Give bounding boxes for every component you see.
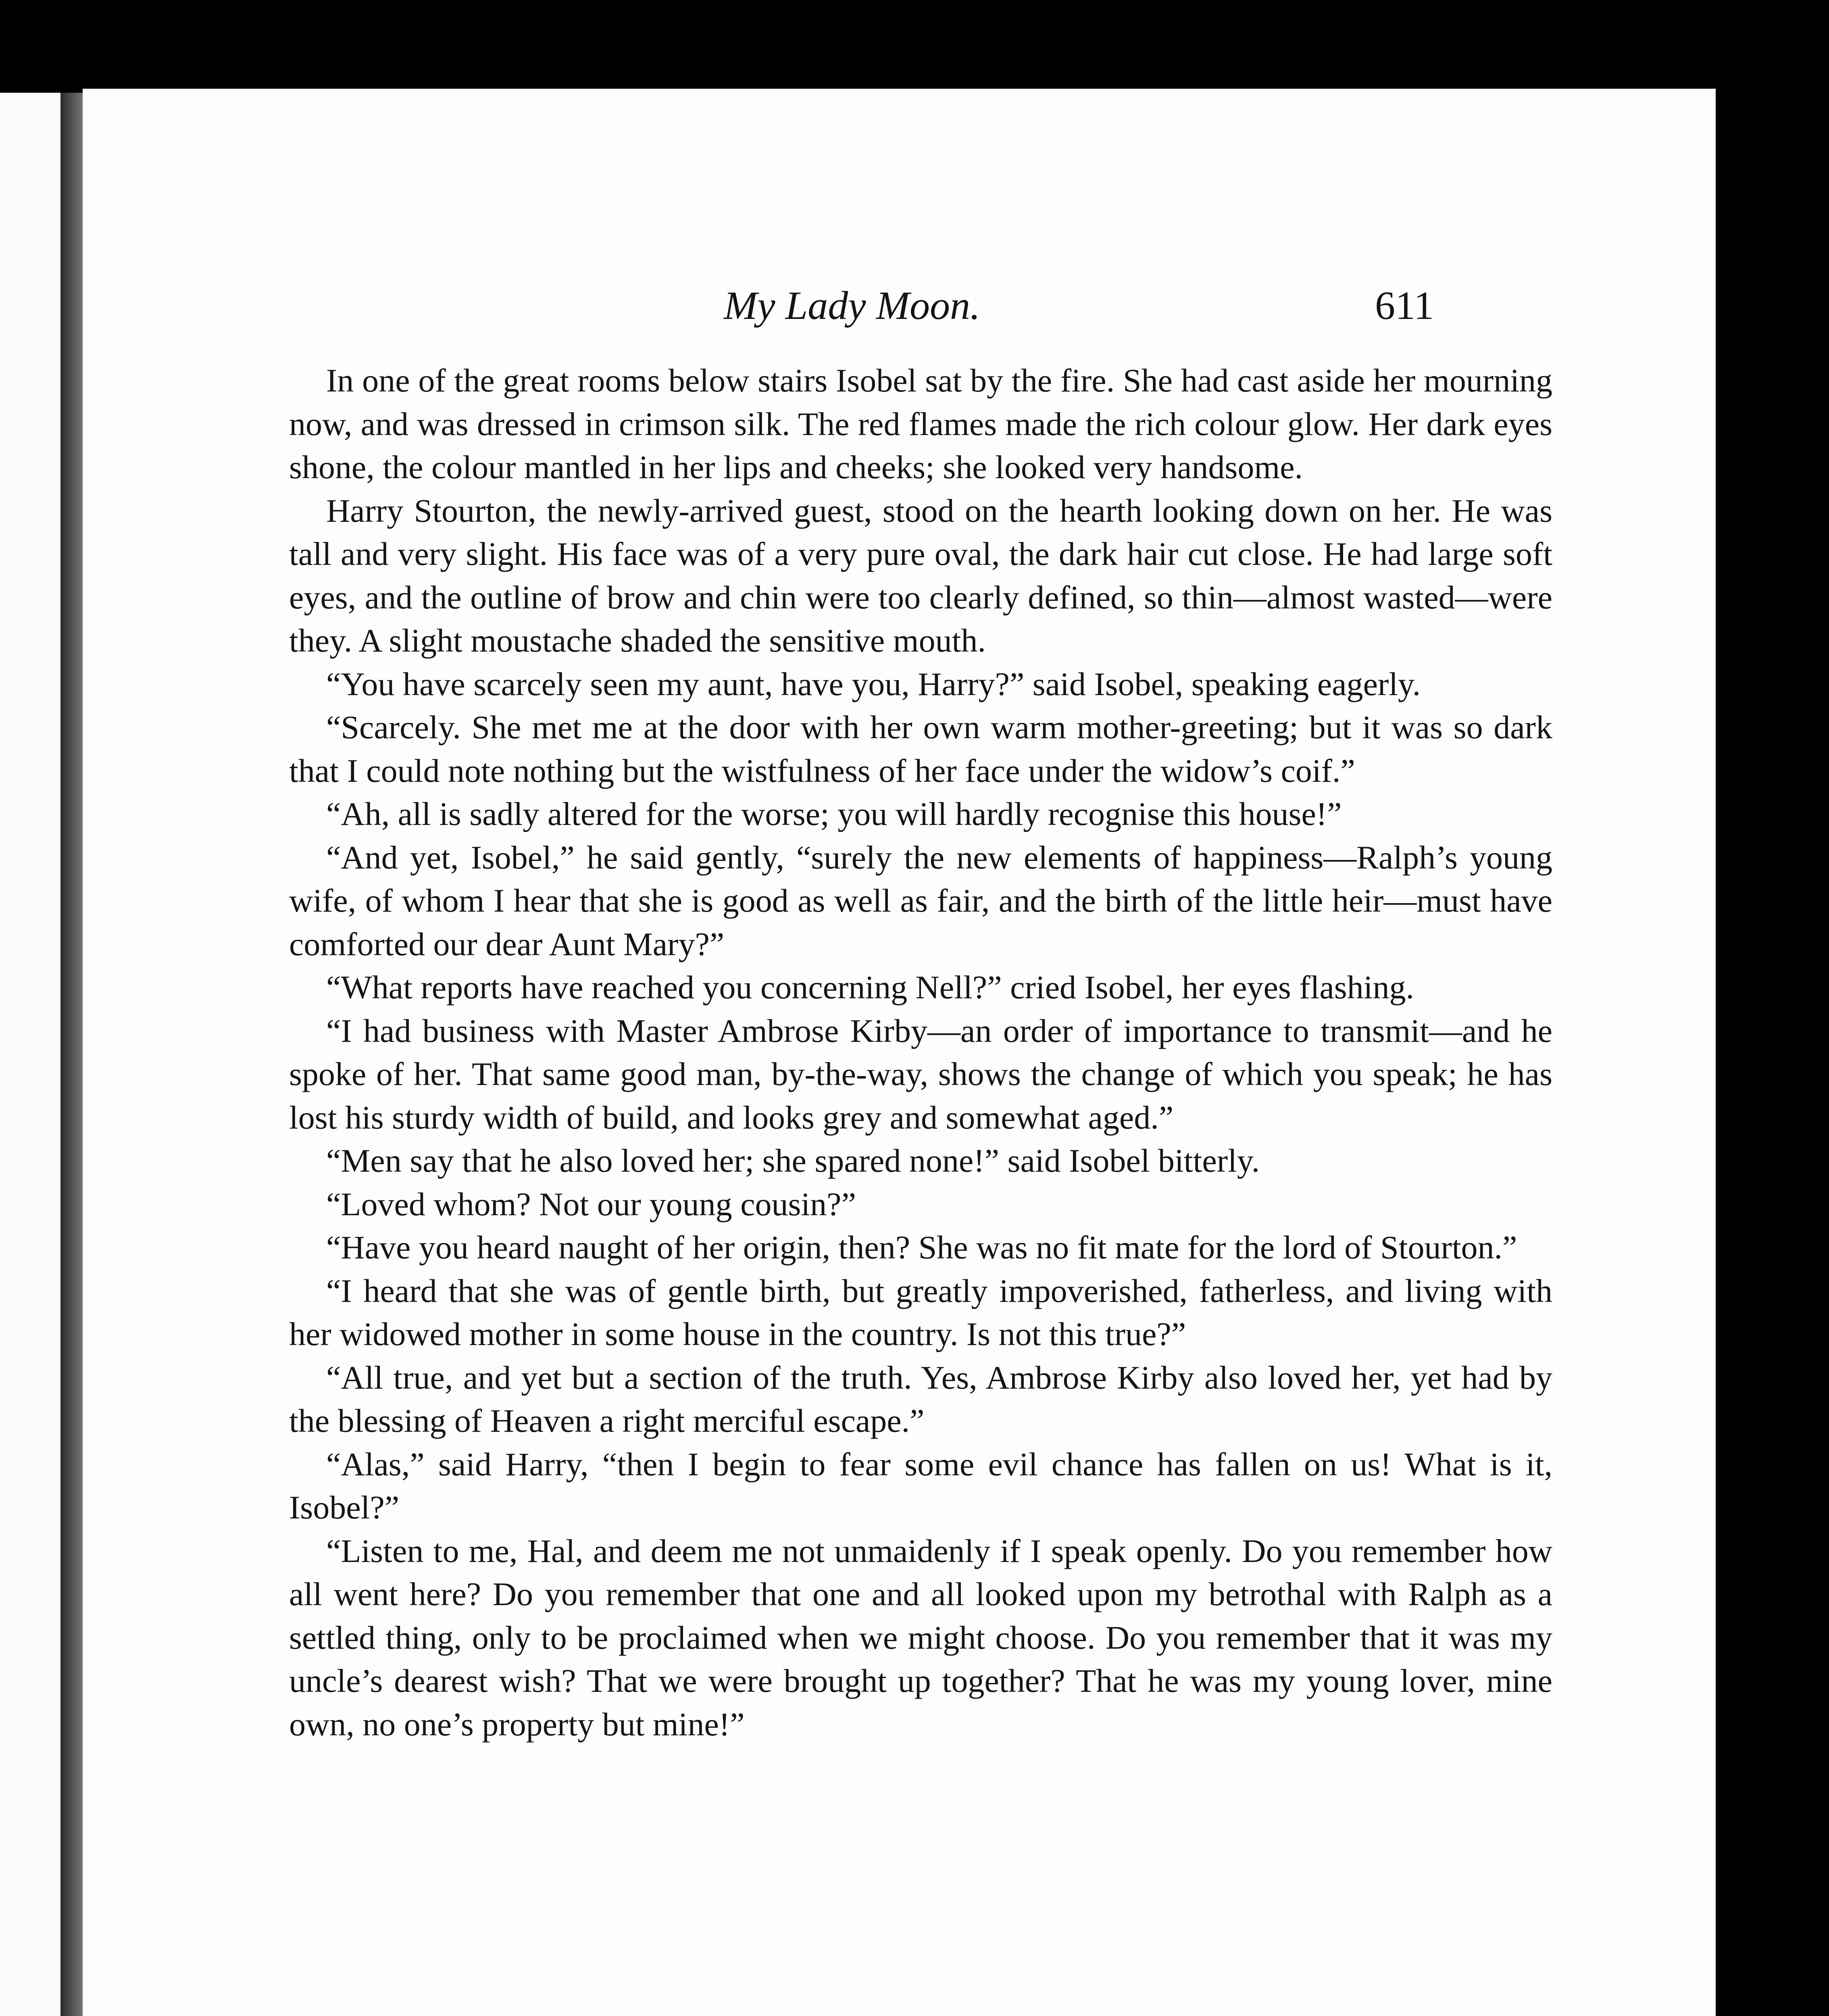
paragraph: “And yet, Isobel,” he said gently, “surely the new elements of happiness—Ralph’s young wife, of whom I hear that she is good as well as fair, and the birth of the little heir—must have comforted our dear Aunt Mary?” [289,839,1552,962]
paragraph: “Men say that he also loved her; she spared none!” said Isobel bitterly. [326,1142,1260,1179]
paragraph: “Ah, all is sadly altered for the worse; you will hardly recognise this house!” [326,796,1342,832]
paragraph: “Have you heard naught of her origin, then? She was no fit mate for the lord of Stourton.” [326,1229,1517,1266]
paragraph: “I had business with Master Ambrose Kirby—an order of importance to transmit—and he spoke of her. That same good man, by-the-way, shows the change of which you speak; he has lost his sturdy width of build, and looks grey and somewhat aged.” [289,1012,1552,1136]
paragraph: “What reports have reached you concerning Nell?” cried Isobel, her eyes flashing. [326,969,1414,1006]
paragraph: “I heard that she was of gentle birth, but greatly impoverished, fatherless, and living with her widowed mother in some house in the country. Is not this true?” [289,1272,1552,1352]
book-page [83,89,1716,2016]
paragraph: “Scarcely. She met me at the door with her own warm mother-greeting; but it was so dark that I could note nothing but the wistfulness of her face under the widow’s coif.” [289,709,1552,789]
paragraph: Harry Stourton, the newly-arrived guest, stood on the hearth looking down on her. He was tall and very slight. His face was of a very pure oval, the dark hair cut close. He had large soft eyes, and the outline of brow and chin were too clearly defined, so thin—almost wasted—were they. A slight moustache shaded the sensitive mouth. [289,492,1552,659]
paragraph: In one of the great rooms below stairs Isobel sat by the fire. She had cast aside her mourning now, and was dressed in crimson silk. The red flames made the rich colour glow. Her dark eyes shone, the colour mantled in her lips and cheeks; she looked very handsome. [289,362,1552,485]
facing-page-edge [0,93,60,2016]
body-text [289,359,1552,1746]
running-title: My Lady Moon. [724,283,980,328]
page-number: 611 [1375,283,1434,328]
paragraph: “You have scarcely seen my aunt, have you, Harry?” said Isobel, speaking eagerly. [326,665,1421,702]
running-head [83,282,1442,335]
paragraph: “Listen to me, Hal, and deem me not unmaidenly if I speak openly. Do you remember how all went here? Do you remember that one and all looked upon my betrothal with Ralph as a settled thing, only to be proclaimed when we might choose. Do you remember that it was my uncle’s dearest wish? That we were brought up together? That he was my young lover, mine own, no one’s property but mine!” [289,1532,1552,1743]
paragraph: “All true, and yet but a section of the truth. Yes, Ambrose Kirby also loved her, yet had by the blessing of Heaven a right merciful escape.” [289,1359,1552,1439]
paragraph: “Alas,” said Harry, “then I begin to fear some evil chance has fallen on us! What is it, Isobel?” [289,1445,1552,1526]
paragraph: “Loved whom? Not our young cousin?” [326,1185,856,1223]
